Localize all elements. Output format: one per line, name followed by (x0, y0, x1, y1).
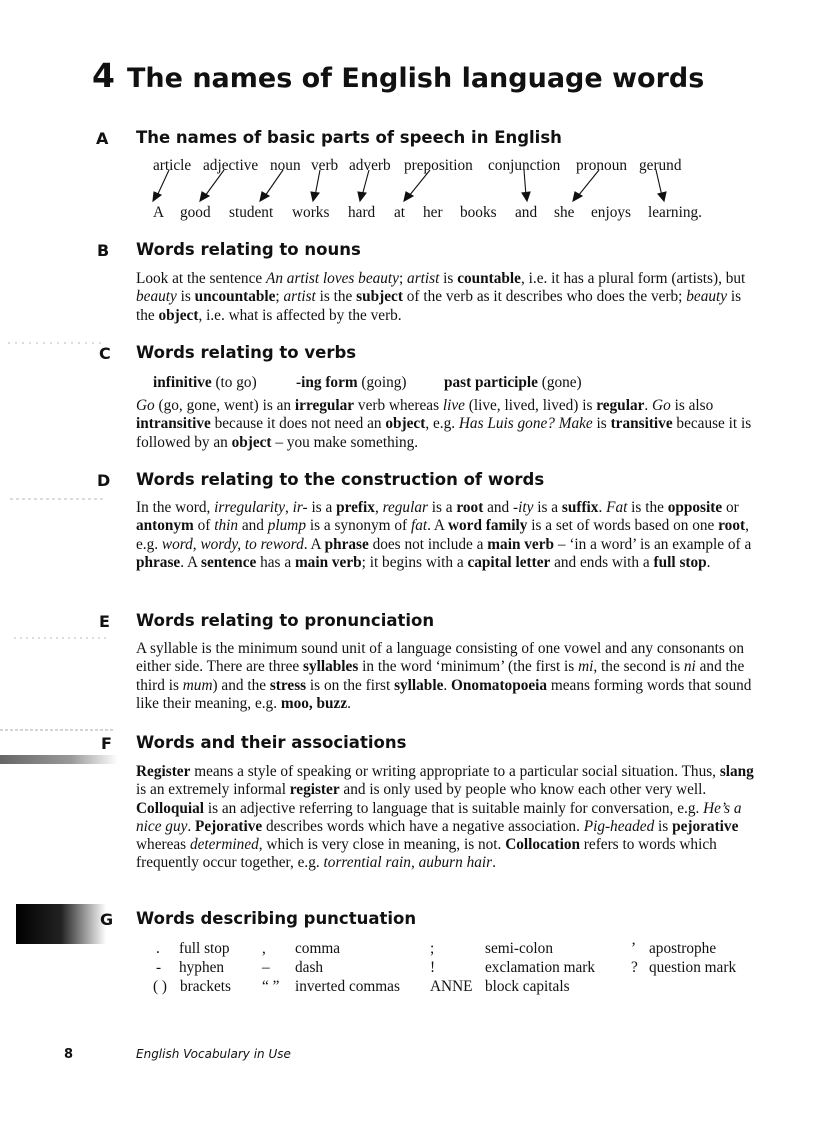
unit-title-text: The names of English language words (126, 63, 705, 94)
sentence-word: works (292, 204, 330, 221)
verbs-paragraph: Go (go, gone, went) is an irregular verb whereas live (live, lived, lived) is regular. Go is also intransitive because it does not need an object, e.g. Has Luis gone? Make is transitive because it is followed by an object – you make something. (136, 397, 752, 451)
punct-name: block capitals (485, 978, 570, 995)
sentence-word: her (423, 204, 443, 221)
arrow-icon (522, 170, 530, 201)
label-verb: verb (311, 157, 339, 174)
arrow-icon (260, 170, 283, 201)
section-letter-b: B (97, 241, 110, 260)
arrow-icon (656, 170, 666, 201)
section-title-f: Words and their associations (136, 733, 407, 752)
label-gerund: gerund (639, 157, 682, 174)
arrow-icon (358, 170, 369, 201)
verb-form-past-participle: past participle (gone) (444, 374, 582, 391)
punct-symbol: – (262, 959, 270, 976)
punct-symbol: ! (430, 959, 436, 976)
arrow-icon (404, 170, 430, 201)
scan-speckle (14, 633, 114, 643)
section-title-a: The names of basic parts of speech in English (136, 128, 562, 147)
associations-paragraph: Register means a style of speaking or writing appropriate to a particular social situation. Thus, slang is an extremely informal register and is only used by people who know each other very well. Colloquial is an adjective referring to language that is suitable mainly for conversation, e.g. He’s a nice guy. Pejorative describes words which have a negative association. Pig-headed is pejorative whereas determined, which is very close in meaning, is not. Collocation refers to words which frequently occur together, e.g. torrential rain, auburn hair. (136, 763, 754, 872)
punct-symbol: ( ) (153, 978, 168, 995)
section-letter-e: E (99, 612, 110, 631)
section-title-d: Words relating to the construction of words (136, 470, 545, 489)
label-adverb: adverb (349, 157, 391, 174)
sentence-word: she (554, 204, 575, 221)
label-conjunction: conjunction (488, 157, 561, 174)
section-letter-c: C (99, 344, 111, 363)
book-title: English Vocabulary in Use (136, 1047, 291, 1061)
section-title-c: Words relating to verbs (136, 343, 357, 362)
label-pronoun: pronoun (576, 157, 627, 174)
sentence-word: student (229, 204, 274, 221)
scan-dark-blot (16, 900, 108, 948)
punct-symbol: ’ (631, 940, 637, 957)
page-number: 8 (64, 1047, 74, 1062)
sentence-word: and (515, 204, 538, 221)
punct-symbol: “ ” (262, 978, 280, 995)
verb-form-infinitive: infinitive (to go) (153, 374, 257, 391)
punct-symbol: . (156, 940, 160, 957)
punct-name: dash (295, 959, 324, 976)
label-preposition: preposition (404, 157, 473, 174)
punct-symbol: , (262, 940, 266, 957)
pronunciation-paragraph: A syllable is the minimum sound unit of a language consisting of one vowel and any consonants on either side. There are three syllables in the word ‘minimum’ (the first is mi, the second is ni and the third is mum) and the stress is on the first syllable. Onomatopoeia means forming words that sound like their meaning, e.g. moo, buzz. (136, 640, 752, 712)
label-adjective: adjective (203, 157, 259, 174)
sentence-word: learning. (648, 204, 702, 221)
punct-symbol: ? (631, 959, 638, 976)
arrow-icon (153, 170, 169, 201)
sentence-word: books (460, 204, 497, 221)
punct-name: semi-colon (485, 940, 553, 957)
arrow-icon (200, 170, 224, 201)
sentence-word: A (153, 204, 165, 221)
punct-name: inverted commas (295, 978, 400, 995)
arrow-icon (573, 170, 599, 201)
scan-speckle (10, 494, 110, 504)
punct-name: comma (295, 940, 341, 957)
section-title-e: Words relating to pronunciation (136, 611, 435, 630)
label-noun: noun (270, 157, 301, 174)
section-letter-d: D (97, 471, 111, 490)
unit-number: 4 (92, 56, 115, 95)
nouns-paragraph: Look at the sentence An artist loves beauty; artist is countable, i.e. it has a plural form (artists), but beauty is uncountable; artist is the subject of the verb as it describes who does the verb; beauty is the object, i.e. what is affected by the verb. (136, 270, 746, 324)
punct-name: brackets (180, 978, 231, 995)
punct-name: full stop (179, 940, 230, 957)
sentence-word: hard (348, 204, 376, 221)
sentence-word: good (180, 204, 211, 221)
sentence-word: at (394, 204, 406, 221)
pointer-arrows (140, 168, 680, 204)
punct-symbol: ANNE (430, 978, 473, 995)
unit-title (92, 56, 704, 95)
section-letter-a: A (96, 129, 109, 148)
punct-name: question mark (649, 959, 737, 976)
verb-form-ing: -ing form (going) (296, 374, 407, 391)
punct-symbol: ; (430, 940, 435, 957)
arrow-icon (311, 170, 320, 201)
sentence-word: enjoys (591, 204, 631, 221)
scan-speckle (8, 338, 108, 348)
punct-name: apostrophe (649, 940, 717, 957)
section-title-b: Words relating to nouns (136, 240, 361, 259)
section-letter-f: F (101, 734, 112, 753)
section-letter-g: G (100, 910, 114, 929)
punct-name: exclamation mark (485, 959, 596, 976)
section-title-g: Words describing punctuation (136, 909, 417, 928)
punct-symbol: - (156, 959, 162, 976)
punct-name: hyphen (179, 959, 225, 976)
label-article: article (153, 157, 192, 174)
construction-paragraph: In the word, irregularity, ir- is a prefix, regular is a root and -ity is a suffix. Fat is the opposite or antonym of thin and plump is a synonym of fat. A word family is a set of words based on one root, e.g. word, wordy, to reword. A phrase does not include a main verb – ‘in a word’ is an example of a phrase. A sentence has a main verb; it begins with a capital letter and ends with a full stop. (136, 499, 752, 571)
